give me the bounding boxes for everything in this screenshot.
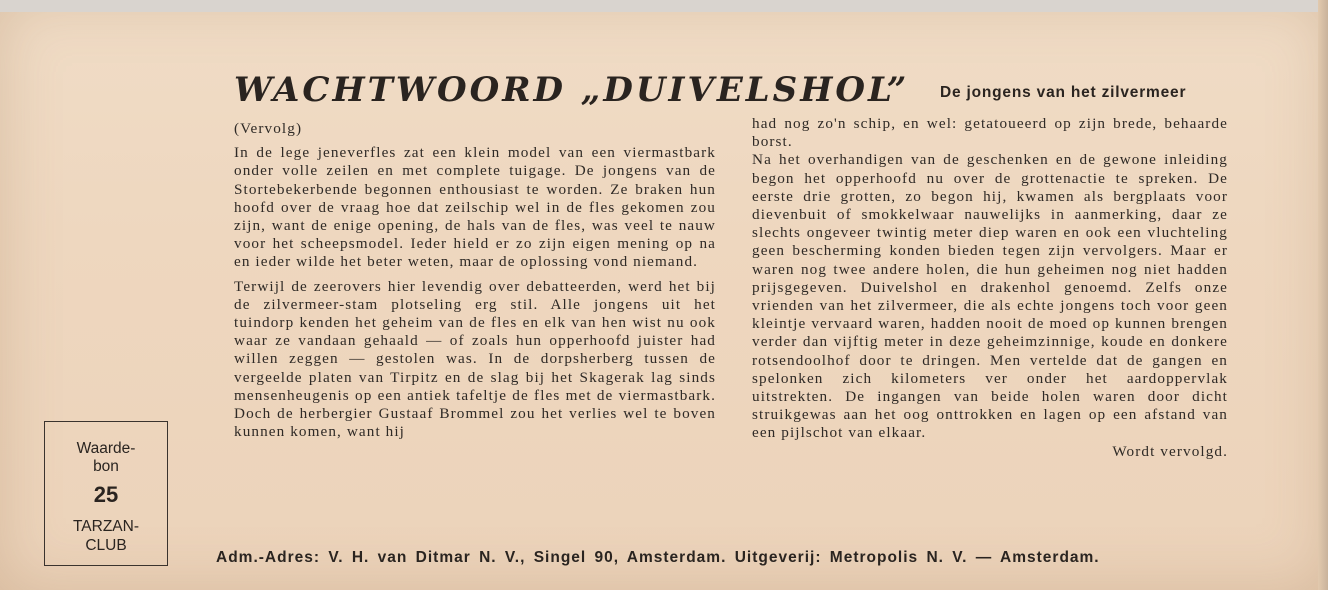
text-column-left (234, 120, 716, 441)
paragraph: Terwijl de zeerovers hier levendig over debatteerden, werd het bij de zilvermeer-stam plotseling erg stil. Alle jongens uit het tuindorp kenden het geheim van de fles en elk van hen wist nu ook waar ze vandaan gehaald — of zoals hun opperhoofd juister had willen zeggen — gestolen was. In de dorpsherberg tussen de vergeelde platen van Tirpitz en de slag bij het Skagerak lag sinds mensenheugenis op een antiek tafeltje de fles met de viermastbark. Doch de herbergier Gustaaf Brommel zou het verlies wel te boven kunnen komen, want hij (234, 277, 716, 441)
publisher-footer: Adm.-Adres: V. H. van Ditmar N. V., Singel 90, Amsterdam. Uitgeverij: Metropolis N. V. — Amsterdam. (216, 549, 1100, 566)
coupon-number: 25 (93, 482, 119, 507)
value-coupon-box (44, 421, 168, 566)
series-title: De jongens van het zilvermeer (940, 84, 1187, 101)
coupon-label (45, 440, 167, 476)
paragraph: Na het overhandigen van de geschenken en de gewone inleiding begon het opperhoofd nu over de grottenactie te spreken. De eerste drie grotten, zo begon hij, kwamen als bergplaats voor dievenbuit of smokkelwaar nauwelijks in aanmerking, daar ze slechts ongeveer twintig meter diep waren en ook een vluchteling geen bescherming konden bieden tegen zijn vervolgers. Maar er waren nog twee andere holen, die hun geheimen nog niet hadden prijsgegeven. Duivelshol en drakenhol genoemd. Zelfs onze vrienden van het zilvermeer, die als echte jongens toch voor geen kleintje vervaard waren, hadden nooit de moed op kunnen brengen verder dan vijftig meter in deze geheimzinnige, koude en donkere rotsendoolhof door te dringen. Men vertelde dat de gangen en spelonken zich kilometers ver onder het aardoppervlak uitstrekten. De ingangen van beide holen waren door dicht struikgewas aan het oog onttrokken en lagen op een afstand van een pijlschot van elkaar. (752, 151, 1228, 442)
coupon-label-line: Waarde- (76, 440, 136, 457)
top-strip (0, 0, 1328, 12)
club-name (45, 517, 167, 555)
paragraph: had nog zo'n schip, en wel: getatoueerd op zijn brede, behaarde borst. (752, 115, 1228, 151)
paragraph: In de lege jeneverfles zat een klein model van een viermastbark onder volle zeilen en met complete tuigage. De jongens van de Stortebekerbende begonnen enthousiast te worden. Ze braken hun hoofd over de vraag hoe dat zeilschip wel in de fles gekomen zou zijn, want de enige opening, de hals van de fles, was veel te nauw voor het scheepsmodel. Ieder hield er zo zijn eigen mening op na en ieder wilde het beter weten, maar de oplossing vond niemand. (234, 144, 716, 271)
coupon-label-line: bon (93, 458, 119, 475)
text-column-right (752, 115, 1228, 461)
to-be-continued: Wordt vervolgd. (1112, 442, 1228, 460)
club-name-line: CLUB (85, 537, 127, 554)
club-name-line: TARZAN- (72, 518, 139, 535)
continued-label: (Vervolg) (234, 120, 303, 137)
story-title: WACHTWOORD „DUIVELSHOL” (234, 70, 910, 110)
card-edge (1318, 0, 1328, 590)
